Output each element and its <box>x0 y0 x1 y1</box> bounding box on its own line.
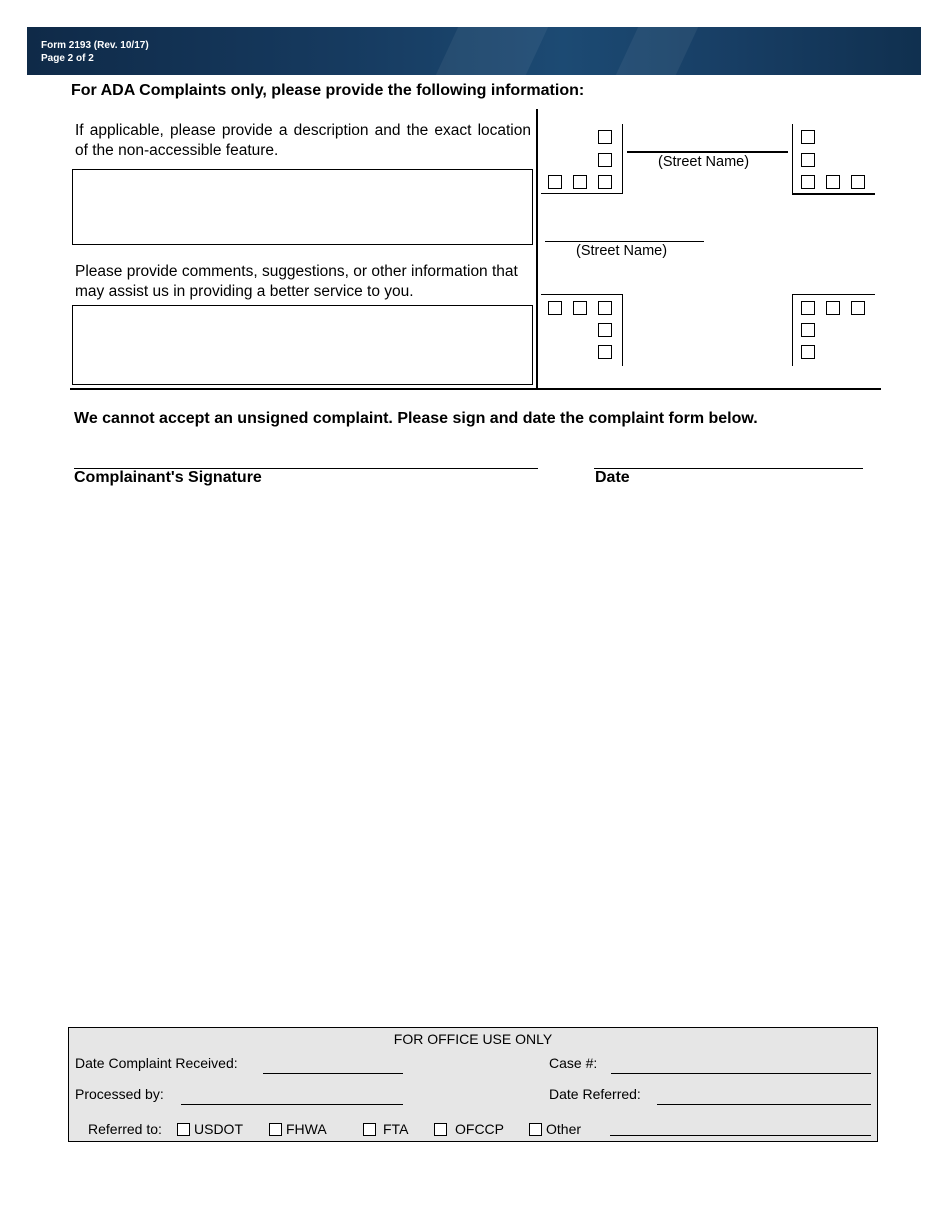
diagram-checkbox[interactable] <box>598 153 612 167</box>
diagram-checkbox[interactable] <box>548 301 562 315</box>
fhwa-label: FHWA <box>286 1121 327 1137</box>
referred-to-label: Referred to: <box>88 1121 162 1137</box>
form-header-banner <box>27 27 921 75</box>
ofccp-label: OFCCP <box>455 1121 504 1137</box>
curb-line <box>622 294 623 366</box>
header-text <box>41 39 149 65</box>
diagram-checkbox[interactable] <box>826 175 840 189</box>
diagram-checkbox[interactable] <box>573 301 587 315</box>
usdot-checkbox[interactable] <box>177 1123 190 1136</box>
comments-prompt: Please provide comments, suggestions, or other information that may assist us in providing a better service to you. <box>75 263 518 300</box>
curb-line <box>541 193 623 194</box>
section-rule <box>70 388 881 390</box>
description-field[interactable] <box>72 169 533 245</box>
other-label: Other <box>546 1121 582 1137</box>
date-referred-field[interactable] <box>657 1104 871 1105</box>
diagram-checkbox[interactable] <box>801 323 815 337</box>
usdot-label: USDOT <box>194 1121 243 1137</box>
diagram-checkbox[interactable] <box>801 130 815 144</box>
case-label: Case #: <box>549 1055 598 1071</box>
curb-line <box>792 193 875 195</box>
fta-checkbox[interactable] <box>363 1123 376 1136</box>
office-title: FOR OFFICE USE ONLY <box>393 1031 553 1047</box>
fta-label: FTA <box>383 1121 409 1137</box>
date-referred-label: Date Referred: <box>549 1086 641 1102</box>
fhwa-checkbox[interactable] <box>269 1123 282 1136</box>
curb-line <box>792 294 793 366</box>
diagram-checkbox[interactable] <box>548 175 562 189</box>
diagram-checkbox[interactable] <box>826 301 840 315</box>
diagram-checkbox[interactable] <box>851 175 865 189</box>
curb-line <box>792 294 875 295</box>
diagram-checkbox[interactable] <box>598 175 612 189</box>
date-label: Date <box>595 469 630 486</box>
diagram-checkbox[interactable] <box>598 130 612 144</box>
banner-decoration <box>436 27 548 75</box>
diagram-checkbox[interactable] <box>801 301 815 315</box>
processed-by-field[interactable] <box>181 1104 403 1105</box>
case-field[interactable] <box>611 1073 871 1074</box>
street-name-label: (Street Name) <box>658 154 750 170</box>
other-field[interactable] <box>610 1135 871 1136</box>
date-received-label: Date Complaint Received: <box>75 1055 238 1071</box>
signature-label: Complainant's Signature <box>74 469 262 486</box>
signature-notice: We cannot accept an unsigned complaint. Please sign and date the complaint form below. <box>74 410 758 427</box>
date-line[interactable] <box>594 468 863 469</box>
processed-by-label: Processed by: <box>75 1086 164 1102</box>
office-use-panel <box>68 1027 878 1142</box>
diagram-checkbox[interactable] <box>598 301 612 315</box>
diagram-checkbox[interactable] <box>598 323 612 337</box>
ada-heading: For ADA Complaints only, please provide the following information: <box>71 82 585 99</box>
description-prompt: If applicable, please provide a description and the exact location of the non-accessible feature. <box>75 122 531 159</box>
street-name-line[interactable] <box>627 151 788 153</box>
curb-line <box>541 294 623 295</box>
ofccp-checkbox[interactable] <box>434 1123 447 1136</box>
page-number: Page 2 of 2 <box>41 53 94 64</box>
diagram-checkbox[interactable] <box>801 175 815 189</box>
curb-line <box>622 124 623 194</box>
curb-line <box>792 124 793 194</box>
date-received-field[interactable] <box>263 1073 403 1074</box>
diagram-checkbox[interactable] <box>801 345 815 359</box>
street-name-label: (Street Name) <box>576 243 668 259</box>
banner-decoration <box>616 27 698 75</box>
comments-field[interactable] <box>72 305 533 385</box>
column-divider <box>536 109 538 390</box>
form-id: Form 2193 (Rev. 10/17) <box>41 40 149 51</box>
diagram-checkbox[interactable] <box>598 345 612 359</box>
street-name-line[interactable] <box>545 241 704 242</box>
other-checkbox[interactable] <box>529 1123 542 1136</box>
diagram-checkbox[interactable] <box>801 153 815 167</box>
diagram-checkbox[interactable] <box>851 301 865 315</box>
diagram-checkbox[interactable] <box>573 175 587 189</box>
